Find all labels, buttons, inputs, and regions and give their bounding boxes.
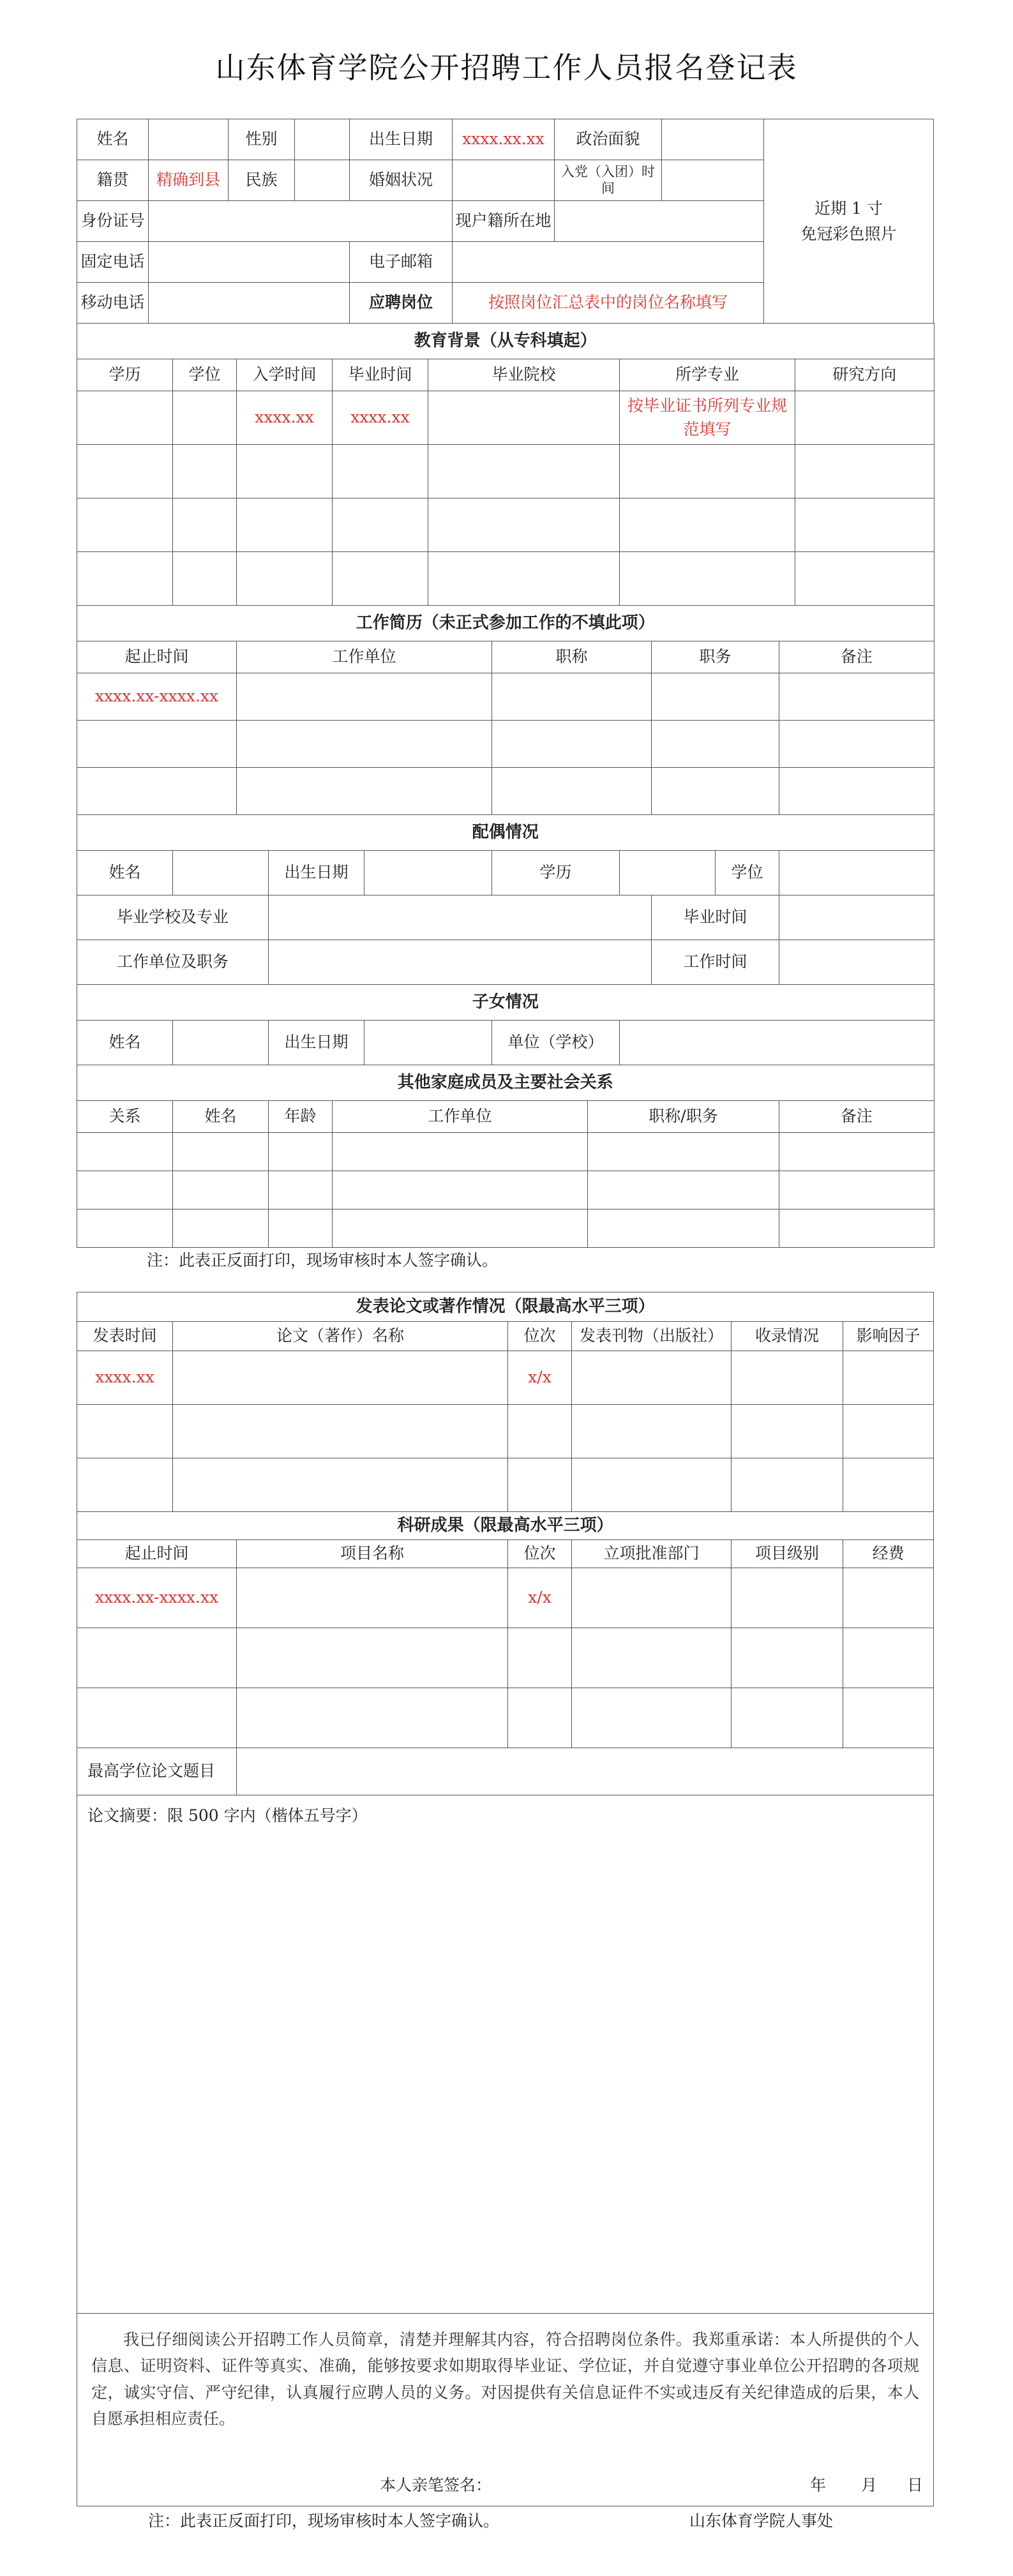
- education-row: [77, 391, 934, 445]
- family-row: [77, 1133, 934, 1171]
- family-header-cell: 姓名: [173, 1101, 269, 1133]
- work-header-cell: 工作单位: [237, 641, 492, 673]
- research-header-cell: 项目名称: [237, 1540, 508, 1568]
- family-cell[interactable]: [269, 1171, 333, 1209]
- family-cell[interactable]: [333, 1133, 588, 1171]
- pledge-box: [77, 2314, 934, 2506]
- family-cell[interactable]: [173, 1171, 269, 1209]
- paper-cell[interactable]: [173, 1351, 508, 1405]
- native-place-label: 籍贯: [77, 160, 149, 201]
- education-cell[interactable]: [333, 498, 428, 552]
- research-cell[interactable]: [237, 1628, 508, 1688]
- ethnicity-input[interactable]: [295, 160, 350, 201]
- name-input[interactable]: [149, 119, 229, 160]
- political-status-label: 政治面貌: [555, 119, 662, 160]
- education-header-cell: 学历: [77, 359, 173, 391]
- education-header-cell: 入学时间: [237, 359, 333, 391]
- work-section-title: 工作简历（未正式参加工作的不填此项）: [77, 606, 934, 641]
- paper-cell[interactable]: [732, 1405, 843, 1458]
- research-cell[interactable]: [508, 1688, 572, 1748]
- family-cell[interactable]: [779, 1133, 934, 1171]
- education-cell[interactable]: [173, 391, 237, 445]
- family-cell[interactable]: [588, 1209, 779, 1248]
- papers-header-cell: 论文（著作）名称: [173, 1322, 508, 1351]
- paper-cell[interactable]: [572, 1405, 732, 1458]
- paper-cell[interactable]: [508, 1405, 572, 1458]
- id-number-label: 身份证号: [77, 201, 149, 242]
- education-cell[interactable]: [173, 552, 237, 606]
- children-section-title: 子女情况: [77, 985, 934, 1021]
- paper-cell[interactable]: [508, 1458, 572, 1512]
- family-section-title: 其他家庭成员及主要社会关系: [77, 1065, 934, 1101]
- education-cell[interactable]: [620, 552, 795, 606]
- research-row: [77, 1568, 934, 1628]
- work-header-cell: 备注: [779, 641, 934, 673]
- papers-header-cell: 收录情况: [732, 1322, 843, 1351]
- date-year-label: 年: [810, 2476, 827, 2494]
- paper-row: [77, 1351, 934, 1405]
- work-header-cell: 职称: [492, 641, 652, 673]
- footer-issuer: 山东体育学院人事处: [689, 2512, 834, 2530]
- education-cell[interactable]: [428, 391, 620, 445]
- research-cell[interactable]: [843, 1568, 934, 1628]
- family-row: [77, 1209, 934, 1248]
- child-unit-label: 单位（学校）: [492, 1021, 620, 1065]
- family-cell[interactable]: [333, 1209, 588, 1248]
- paper-cell[interactable]: [843, 1458, 934, 1512]
- family-cell[interactable]: [77, 1209, 173, 1248]
- basic-info-table: [77, 119, 934, 324]
- thesis-abstract-label: 论文摘要：限 500 字内（楷体五号字）: [87, 1806, 368, 1825]
- paper-cell[interactable]: [843, 1405, 934, 1458]
- gender-label: 性别: [229, 119, 295, 160]
- education-cell[interactable]: [173, 445, 237, 498]
- work-cell[interactable]: [492, 768, 652, 815]
- spouse-work-label: 工作单位及职务: [77, 940, 269, 985]
- work-cell[interactable]: [237, 721, 492, 768]
- background-table: [77, 323, 934, 1248]
- family-header-row: [77, 1101, 934, 1133]
- child-unit-input[interactable]: [620, 1021, 934, 1065]
- spouse-education-label: 学历: [492, 851, 620, 895]
- work-cell[interactable]: [779, 673, 934, 721]
- education-cell[interactable]: [428, 445, 620, 498]
- education-cell[interactable]: [77, 391, 173, 445]
- spouse-graduation-label: 毕业时间: [652, 895, 779, 940]
- household-location-input[interactable]: [555, 201, 764, 242]
- marital-status-input[interactable]: [453, 160, 555, 201]
- family-header-cell: 备注: [779, 1101, 934, 1133]
- print-note: 注：此表正反面打印，现场审核时本人签字确认。: [147, 1251, 499, 1269]
- paper-cell[interactable]: [572, 1351, 732, 1405]
- spouse-graduation-input[interactable]: [779, 895, 934, 940]
- education-cell[interactable]: [428, 552, 620, 606]
- work-cell[interactable]: [779, 721, 934, 768]
- work-header-row: [77, 641, 934, 673]
- spouse-name-label: 姓名: [77, 851, 173, 895]
- work-cell[interactable]: [492, 721, 652, 768]
- papers-header-cell: 位次: [508, 1322, 572, 1351]
- family-cell[interactable]: [77, 1133, 173, 1171]
- household-location-label: 现户籍所在地: [453, 201, 555, 242]
- spouse-degree-input[interactable]: [779, 851, 934, 895]
- education-header-cell: 所学专业: [620, 359, 795, 391]
- party-join-time-input[interactable]: [662, 160, 764, 201]
- research-header-cell: 项目级别: [732, 1540, 843, 1568]
- education-cell[interactable]: [333, 445, 428, 498]
- landline-input[interactable]: [149, 242, 350, 283]
- native-place-input[interactable]: 精确到县: [149, 160, 229, 201]
- education-row: [77, 552, 934, 606]
- research-cell[interactable]: [572, 1688, 732, 1748]
- paper-row: [77, 1458, 934, 1512]
- education-row: [77, 498, 934, 552]
- signature-field[interactable]: [506, 2474, 736, 2497]
- paper-time-cell[interactable]: xxxx.xx: [77, 1351, 173, 1405]
- work-header-cell: 起止时间: [77, 641, 237, 673]
- thesis-title-label: 最高学位论文题目: [77, 1748, 237, 1795]
- work-cell[interactable]: [77, 721, 237, 768]
- mobile-label: 移动电话: [77, 283, 149, 324]
- education-cell[interactable]: [173, 498, 237, 552]
- research-section-title: 科研成果（限最高水平三项）: [77, 1512, 934, 1540]
- education-header-cell: 学位: [173, 359, 237, 391]
- id-number-input[interactable]: [149, 201, 453, 242]
- date-month-label: 月: [861, 2476, 878, 2494]
- spouse-birth-input[interactable]: [364, 851, 492, 895]
- name-label: 姓名: [77, 119, 149, 160]
- research-cell[interactable]: [732, 1628, 843, 1688]
- education-cell[interactable]: [428, 498, 620, 552]
- family-cell[interactable]: [779, 1171, 934, 1209]
- research-cell[interactable]: [572, 1568, 732, 1628]
- education-cell[interactable]: [620, 498, 795, 552]
- spouse-birth-label: 出生日期: [269, 851, 364, 895]
- email-label: 电子邮箱: [350, 242, 453, 283]
- ethnicity-label: 民族: [229, 160, 295, 201]
- education-header-cell: 毕业时间: [333, 359, 428, 391]
- work-cell[interactable]: [492, 673, 652, 721]
- education-cell[interactable]: [237, 552, 333, 606]
- research-header-cell: 起止时间: [77, 1540, 237, 1568]
- spouse-work-time-input[interactable]: [779, 940, 934, 985]
- education-header-row: [77, 359, 934, 391]
- family-header-cell: 工作单位: [333, 1101, 588, 1133]
- research-header-cell: 立项批准部门: [572, 1540, 732, 1568]
- birth-date-input[interactable]: xxxx.xx.xx: [453, 119, 555, 160]
- education-cell[interactable]: [620, 445, 795, 498]
- research-cell[interactable]: [508, 1628, 572, 1688]
- research-header-cell: 经费: [843, 1540, 934, 1568]
- family-header-cell: 职称/职务: [588, 1101, 779, 1133]
- research-cell[interactable]: [237, 1568, 508, 1628]
- family-cell[interactable]: [173, 1133, 269, 1171]
- gender-input[interactable]: [295, 119, 350, 160]
- work-header-cell: 职务: [652, 641, 779, 673]
- paper-cell[interactable]: [732, 1458, 843, 1512]
- family-cell[interactable]: [269, 1209, 333, 1248]
- spouse-name-input[interactable]: [173, 851, 269, 895]
- family-header-cell: 关系: [77, 1101, 173, 1133]
- papers-header-row: [77, 1322, 934, 1351]
- education-major-cell[interactable]: 按毕业证书所列专业规范填写: [620, 391, 795, 445]
- email-input[interactable]: [453, 242, 764, 283]
- education-cell[interactable]: [795, 391, 934, 445]
- marital-status-label: 婚姻状况: [350, 160, 453, 201]
- work-cell[interactable]: [77, 768, 237, 815]
- spouse-school-input[interactable]: [269, 895, 652, 940]
- work-row: [77, 673, 934, 721]
- family-cell[interactable]: [269, 1133, 333, 1171]
- child-name-input[interactable]: [173, 1021, 269, 1065]
- education-header-cell: 研究方向: [795, 359, 934, 391]
- education-cell[interactable]: [77, 445, 173, 498]
- spouse-section-title: 配偶情况: [77, 815, 934, 851]
- applied-post-input[interactable]: 按照岗位汇总表中的岗位名称填写: [453, 283, 764, 324]
- education-start-cell[interactable]: xxxx.xx: [237, 391, 333, 445]
- papers-header-cell: 发表时间: [77, 1322, 173, 1351]
- landline-label: 固定电话: [77, 242, 149, 283]
- education-section-title: 教育背景（从专科填起）: [77, 324, 934, 359]
- spouse-education-input[interactable]: [620, 851, 716, 895]
- education-row: [77, 445, 934, 498]
- family-cell[interactable]: [588, 1171, 779, 1209]
- spouse-work-time-label: 工作时间: [652, 940, 779, 985]
- papers-header-cell: 影响因子: [843, 1322, 934, 1351]
- footer-note: 注：此表正反面打印，现场审核时本人签字确认。: [148, 2512, 500, 2530]
- signature-label: 本人亲笔签名：: [380, 2476, 492, 2494]
- research-cell[interactable]: [572, 1628, 732, 1688]
- education-header-cell: 毕业院校: [428, 359, 620, 391]
- family-header-cell: 年龄: [269, 1101, 333, 1133]
- research-cell[interactable]: [732, 1688, 843, 1748]
- spouse-school-label: 毕业学校及专业: [77, 895, 269, 940]
- child-birth-input[interactable]: [364, 1021, 492, 1065]
- paper-cell[interactable]: [77, 1458, 173, 1512]
- family-cell[interactable]: [333, 1171, 588, 1209]
- research-row: [77, 1628, 934, 1688]
- research-table: [77, 1292, 934, 2506]
- form-title: 山东体育学院公开招聘工作人员报名登记表: [215, 50, 798, 85]
- education-cell[interactable]: [77, 498, 173, 552]
- family-cell[interactable]: [779, 1209, 934, 1248]
- thesis-title-input[interactable]: [237, 1748, 934, 1795]
- research-cell[interactable]: [77, 1628, 237, 1688]
- papers-header-cell: 发表刊物（出版社）: [572, 1322, 732, 1351]
- party-join-time-label: 入党（入团）时间: [555, 160, 662, 201]
- education-cell[interactable]: [795, 552, 934, 606]
- research-cell[interactable]: [843, 1688, 934, 1748]
- research-period-cell[interactable]: xxxx.xx-xxxx.xx: [77, 1568, 237, 1628]
- education-cell[interactable]: [237, 445, 333, 498]
- work-cell[interactable]: [652, 768, 779, 815]
- spouse-work-input[interactable]: [269, 940, 652, 985]
- photo-box[interactable]: [764, 119, 934, 324]
- child-birth-label: 出生日期: [269, 1021, 364, 1065]
- research-header-row: [77, 1540, 934, 1568]
- research-cell[interactable]: [237, 1688, 508, 1748]
- education-end-cell[interactable]: xxxx.xx: [333, 391, 428, 445]
- research-cell[interactable]: [843, 1628, 934, 1688]
- work-period-cell[interactable]: xxxx.xx-xxxx.xx: [77, 673, 237, 721]
- paper-cell[interactable]: [572, 1458, 732, 1512]
- family-cell[interactable]: [173, 1209, 269, 1248]
- work-cell[interactable]: [652, 721, 779, 768]
- child-name-label: 姓名: [77, 1021, 173, 1065]
- date-day-label: 日: [907, 2476, 924, 2494]
- education-cell[interactable]: [237, 498, 333, 552]
- research-rank-cell[interactable]: x/x: [508, 1568, 572, 1628]
- work-cell[interactable]: [779, 768, 934, 815]
- papers-section-title: 发表论文或著作情况（限最高水平三项）: [77, 1292, 934, 1322]
- mobile-input[interactable]: [149, 283, 350, 324]
- research-row: [77, 1688, 934, 1748]
- education-cell[interactable]: [795, 498, 934, 552]
- political-status-input[interactable]: [662, 119, 764, 160]
- thesis-abstract-box[interactable]: [77, 1795, 934, 2314]
- family-row: [77, 1171, 934, 1209]
- paper-cell[interactable]: [843, 1351, 934, 1405]
- paper-cell[interactable]: [732, 1351, 843, 1405]
- photo-type-text: 免冠彩色照片: [800, 224, 897, 243]
- research-cell[interactable]: [77, 1688, 237, 1748]
- paper-rank-cell[interactable]: x/x: [508, 1351, 572, 1405]
- birth-date-label: 出生日期: [350, 119, 453, 160]
- work-cell[interactable]: [237, 673, 492, 721]
- family-cell[interactable]: [77, 1171, 173, 1209]
- work-row: [77, 768, 934, 815]
- paper-cell[interactable]: [173, 1458, 508, 1512]
- education-cell[interactable]: [333, 552, 428, 606]
- paper-row: [77, 1405, 934, 1458]
- education-cell[interactable]: [795, 445, 934, 498]
- paper-cell[interactable]: [77, 1405, 173, 1458]
- paper-cell[interactable]: [173, 1405, 508, 1458]
- research-cell[interactable]: [732, 1568, 843, 1628]
- pledge-text: 我已仔细阅读公开招聘工作人员简章，清楚并理解其内容，符合招聘岗位条件。我郑重承诺：本人所提供的个人信息、证明资料、证件等真实、准确，能够按要求如期取得毕业证、学位证，并自觉遵守事业单位公开招聘的各项规定，诚实守信、严守纪律，认真履行应聘人员的义务。对因提供有关信息证件不实或违反有关纪律造成的后果，本人自愿承担相应责任。: [91, 2330, 920, 2428]
- work-row: [77, 721, 934, 768]
- family-cell[interactable]: [588, 1133, 779, 1171]
- applied-post-label: 应聘岗位: [350, 283, 453, 324]
- photo-size-text: 近期 1 寸: [814, 198, 883, 218]
- research-header-cell: 位次: [508, 1540, 572, 1568]
- signature-line: [91, 2474, 924, 2499]
- education-cell[interactable]: [77, 552, 173, 606]
- work-cell[interactable]: [652, 673, 779, 721]
- work-cell[interactable]: [237, 768, 492, 815]
- spouse-degree-label: 学位: [716, 851, 779, 895]
